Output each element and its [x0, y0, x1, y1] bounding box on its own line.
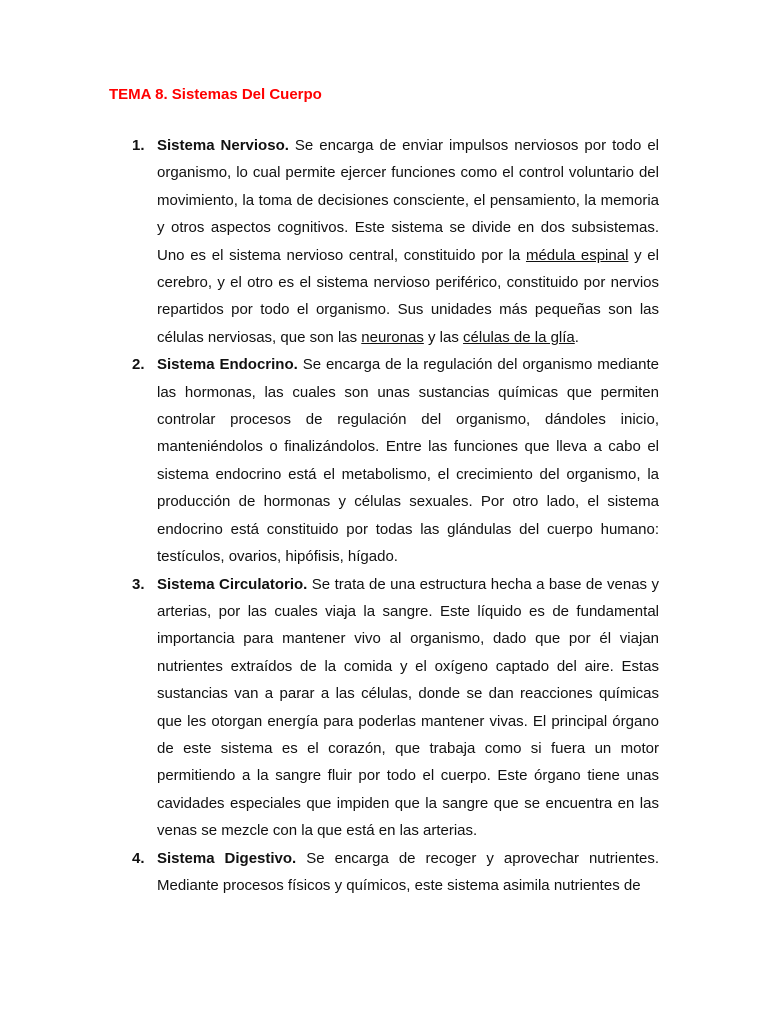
item-heading: Sistema Endocrino.	[157, 356, 298, 374]
item-heading: Sistema Circulatorio.	[157, 575, 308, 593]
item-text: Se encarga de recoger y aprovechar nutrientes. Mediante procesos físicos y químicos, este sistema asimila nutrientes de	[157, 849, 659, 894]
systems-list	[109, 132, 659, 899]
item-text: y el cerebro, y el otro es el sistema nervioso periférico, constituido por nervios repartidos por todo el organismo. Sus unidades más pequeñas son las células nerviosas, que son las	[157, 246, 659, 346]
list-item-sistema-digestivo	[109, 845, 659, 900]
item-heading: Sistema Digestivo.	[157, 849, 297, 867]
list-item-sistema-circulatorio	[109, 571, 659, 845]
link-celulas-glia[interactable]: células de la glía	[463, 328, 575, 346]
item-text: .	[574, 328, 579, 346]
item-number: 3.	[132, 575, 145, 593]
link-medula-espinal[interactable]: médula espinal	[525, 246, 629, 264]
item-heading: Sistema Nervioso.	[157, 137, 289, 154]
link-neuronas[interactable]: neuronas	[361, 328, 424, 346]
item-text: Se encarga de la regulación del organismo mediante las hormonas, las cuales son unas sustancias químicas que permiten controlar procesos de regulación del organismo, dándoles inicio, manteniéndolos o finalizándolos. Entre las funciones que lleva a cabo el sistema endocrino está el metabolismo, el crecimiento del organismo, la producción de hormonas y células sexuales. Por otro lado, el sistema endocrino está constituido por todas las glándulas del cuerpo humano: testículos, ovarios, hipófisis, hígado.	[157, 356, 659, 566]
item-number: 2.	[132, 356, 145, 374]
list-item-sistema-endocrino	[109, 351, 659, 570]
item-number: 1.	[132, 137, 145, 154]
item-number: 4.	[132, 849, 145, 867]
item-text: Se encarga de enviar impulsos nerviosos por todo el organismo, lo cual permite ejercer funciones como el control voluntario del movimiento, la toma de decisiones consciente, el pensamiento, la memoria y otros aspectos cognitivos. Este sistema se divide en dos subsistemas. Uno es el sistema nervioso central, constituido por la	[157, 137, 659, 264]
item-text: y las	[423, 328, 464, 346]
page-title: TEMA 8. Sistemas Del Cuerpo	[109, 86, 322, 103]
list-item-sistema-nervioso	[109, 132, 659, 351]
item-text: Se trata de una estructura hecha a base de venas y arterias, por las cuales viaja la sangre. Este líquido es de fundamental importancia para mantener vivo al organismo, dado que por él viajan nutrientes extraídos de la comida y el oxígeno captado del aire. Estas sustancias van a parar a las células, donde se dan reacciones químicas que les otorgan energía para poderlas mantener vivas. El principal órgano de este sistema es el corazón, que trabaja como si fuera un motor permitiendo a la sangre fluir por todo el cuerpo. Este órgano tiene unas cavidades especiales que impiden que la sangre que se encuentra en las venas se mezcle con la que está en las arterias.	[157, 575, 659, 840]
